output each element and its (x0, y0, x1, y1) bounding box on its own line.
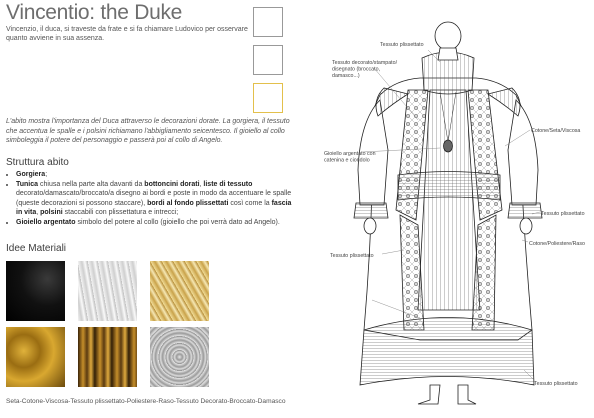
label-plissettato-3: Tessuto plissettato (330, 253, 374, 259)
foot-left (418, 385, 440, 404)
costume-drawing (300, 0, 594, 418)
hand-left (364, 218, 376, 234)
structure-heading: Struttura abito (6, 157, 69, 168)
material-silver-swirl (150, 327, 209, 387)
material-black-silk (6, 261, 65, 321)
foot-right (458, 385, 476, 404)
label-decorato-1: Tessuto decorato/stampato/ (332, 60, 398, 66)
costume-description: L'abito mostra l'importanza del Duca attraverso le decorazioni dorate. La gorgiera, il tessuto che accentua le spalle e i polsini richiamano l'abbigliamento seicentesco. Il gioiello al collo simboleggia il potere del personaggio e passerà poi al collo di Angelo. (6, 118, 290, 144)
materials-heading: Idee Materiali (6, 243, 67, 254)
material-gold-pleated (150, 261, 209, 321)
waist-sash (398, 172, 500, 201)
pleated-hem (360, 318, 534, 386)
color-swatch-gold (253, 83, 283, 113)
neck (438, 48, 458, 60)
label-tessuto-plissettato: Tessuto plissettato (380, 42, 424, 48)
cuff-left (354, 203, 388, 218)
label-plissettato-2: Tessuto plissettato (541, 211, 585, 217)
materials-caption: Seta-Cotone-Viscosa-Tessuto plissettato-Poliestere-Raso-Tessuto Decorato-Broccato-Damasco (6, 398, 286, 405)
structure-list (6, 170, 294, 227)
label-gioiello-1: Gioiello argentato con (324, 151, 376, 157)
page-title: Vincentio: the Duke (6, 1, 183, 24)
color-swatch-black (253, 45, 283, 75)
list-item: • Gorgiera; (16, 170, 294, 180)
list-item: • Gioiello argentato simbolo del potere al collo (gioiello che poi verrà dato ad Angelo). (16, 218, 294, 228)
color-swatch-white (253, 7, 283, 37)
cuff-right (508, 203, 542, 218)
material-brocade (78, 327, 137, 387)
head (435, 22, 461, 50)
material-white-pleated (78, 261, 137, 321)
hand-right (520, 218, 532, 234)
list-item: • Tunica chiusa nella parte alta davanti da bottoncini dorati, liste di tessuto decorato/damascato/broccato/a disegno ai bordi e poste in modo da accentuare le spalle (queste decorazioni si possono staccare), bordi al fondo plissettati così come la fascia in vita, polsini staccabili con plissettatura e intrecci; (16, 180, 294, 218)
label-poliestere: Cotone/Poliestere/Raso (529, 241, 585, 247)
character-subtitle: Vincenzio, il duca, si traveste da frate e si fa chiamare Ludovico per osservare quanto avviene in sua assenza. (6, 26, 248, 42)
material-gold-damask (6, 327, 65, 387)
pendant (444, 140, 453, 152)
label-gioiello-2: catenina e ciondolo (324, 157, 370, 164)
label-cotone: Cotone/Seta/Viscosa (531, 128, 581, 134)
label-decorato-3: damasco...) (332, 73, 360, 79)
label-plissettato-4: Tessuto plissettato (534, 381, 578, 387)
label-decorato-2: disegnato (broccato, (332, 66, 380, 73)
